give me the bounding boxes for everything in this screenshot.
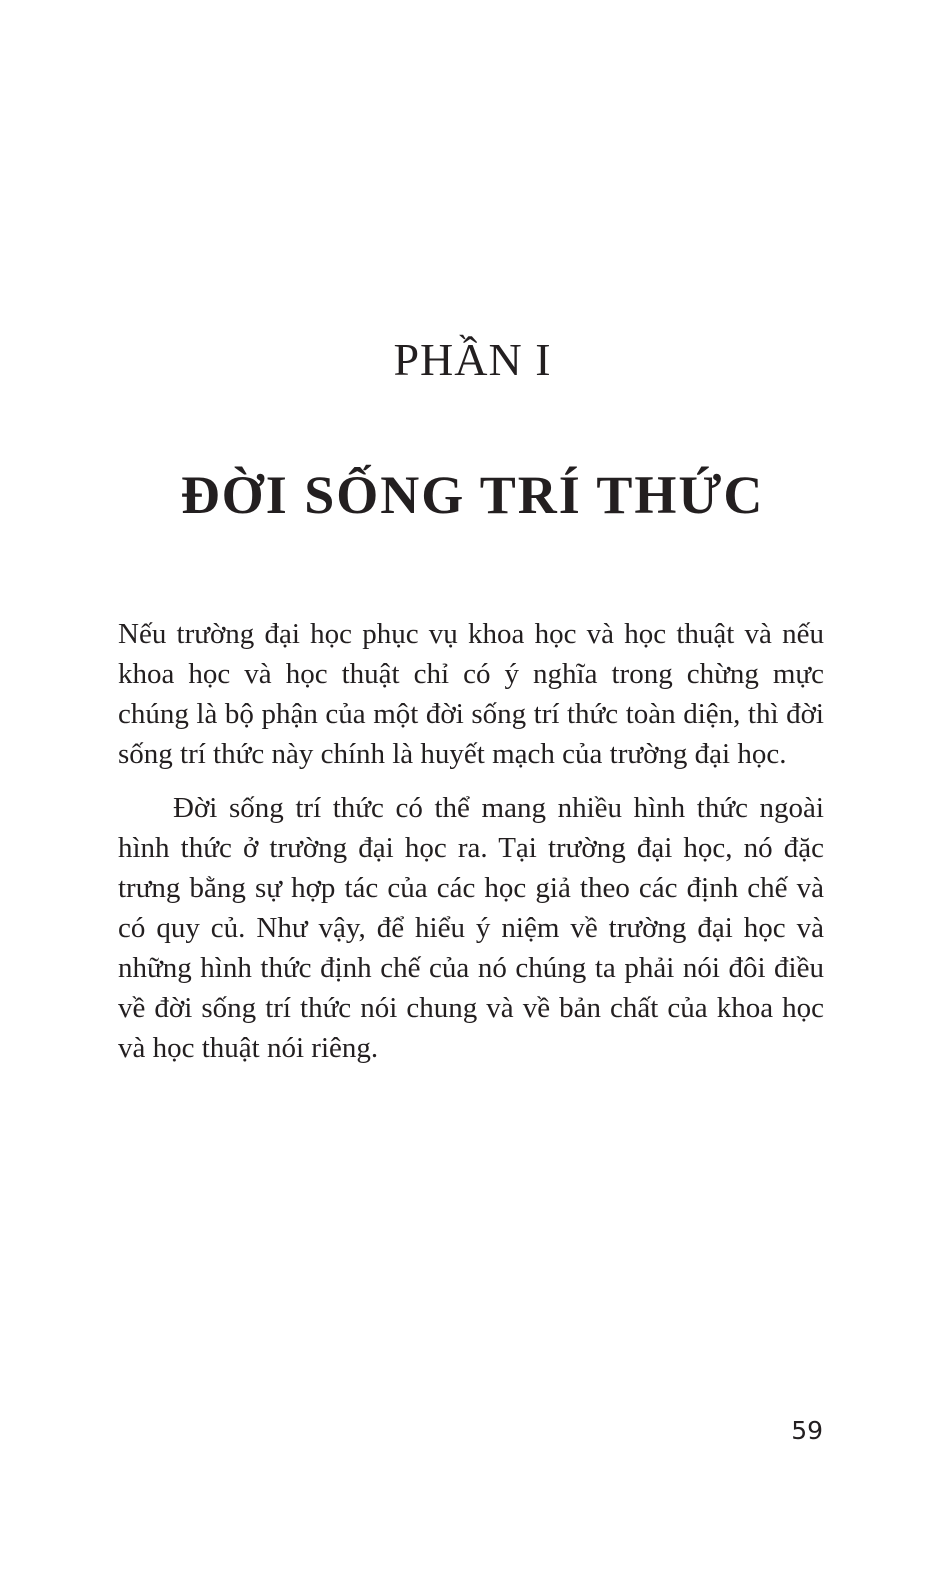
page-number: 59: [791, 1416, 823, 1445]
body-text: [118, 614, 824, 1068]
paragraph-2: Đời sống trí thức có thể mang nhiều hình thức ngoài hình thức ở trường đại học ra. Tại trường đại học, nó đặc trưng bằng sự hợp tác của các học giả theo các định chế và có quy củ. Như vậy, để hiểu ý niệm về trường đại học và những hình thức định chế của nó chúng ta phải nói đôi điều về đời sống trí thức nói chung và về bản chất của khoa học và học thuật nói riêng.: [118, 792, 824, 1064]
part-title: ĐỜI SỐNG TRÍ THỨC: [180, 465, 765, 525]
part-label: PHẦN I: [393, 334, 552, 385]
paragraph-1: Nếu trường đại học phục vụ khoa học và học thuật và nếu khoa học và học thuật chỉ có ý nghĩa trong chừng mực chúng là bộ phận của một đời sống trí thức toàn diện, thì đời sống trí thức này chính là huyết mạch của trường đại học.: [118, 618, 824, 770]
